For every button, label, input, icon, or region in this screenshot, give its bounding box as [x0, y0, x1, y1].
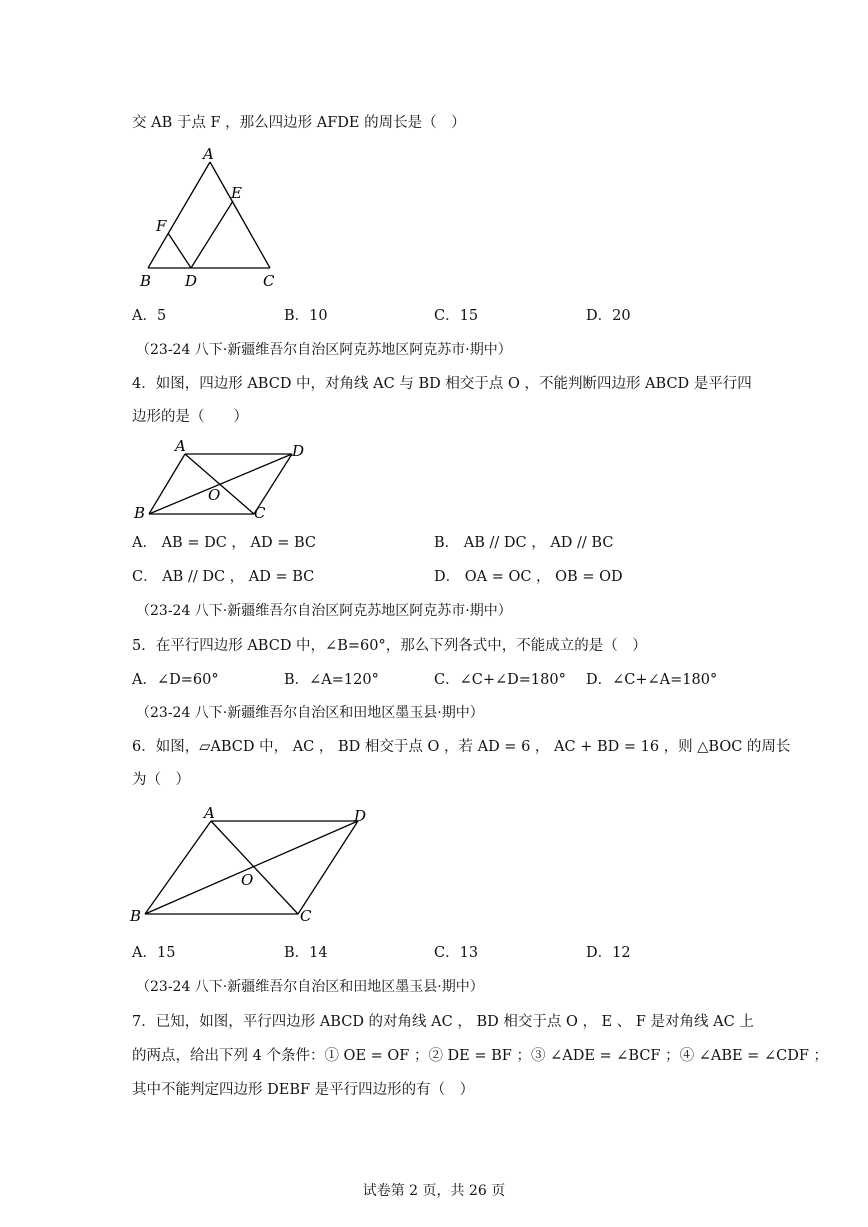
label-b: B — [140, 272, 152, 290]
label-b: B — [134, 504, 146, 522]
q6-stem-line1: 6．如图，▱ABCD 中， AC ， BD 相交于点 O ，若 AD = 6 ， AC + BD = 16 ，则 △BOC 的周长 — [132, 739, 791, 755]
q5-option-a: A．∠D=60° — [132, 672, 219, 688]
page-footer: 试卷第 2 页，共 26 页 — [362, 1183, 506, 1199]
q3-figure — [130, 140, 290, 299]
q5-source: （23-24 八下·新疆维吾尔自治区阿克苏地区阿克苏市·期中） — [136, 603, 512, 619]
label-b: B — [130, 907, 142, 925]
q3-option-c: C．15 — [434, 308, 479, 324]
q3-option-a: A．5 — [132, 308, 167, 324]
label-d: D — [292, 442, 305, 460]
q4-option-a: A． AB = DC ， AD = BC — [132, 535, 316, 551]
q6-figure — [128, 803, 378, 932]
q5-stem: 5．在平行四边形 ABCD 中，∠B=60°，那么下列各式中，不能成立的是（ ） — [132, 638, 647, 654]
label-c: C — [300, 907, 312, 925]
q4-figure — [130, 436, 320, 528]
label-d: D — [354, 807, 367, 825]
q4-stem-line1: 4．如图，四边形 ABCD 中，对角线 AC 与 BD 相交于点 O ，不能判断四边形 ABCD 是平行四 — [132, 376, 752, 392]
label-e: E — [231, 184, 242, 202]
q4-option-b: B． AB // DC ， AD // BC — [434, 535, 614, 551]
q4-option-d: D． OA = OC ， OB = OD — [434, 569, 623, 585]
q5-option-d: D．∠C+∠A=180° — [586, 672, 718, 688]
label-o: O — [208, 486, 221, 504]
q7-stem-line3: 其中不能判定四边形 DEBF 是平行四边形的有（ ） — [132, 1082, 475, 1098]
q7-stem-line1: 7．已知，如图，平行四边形 ABCD 的对角线 AC ， BD 相交于点 O ， E 、 F 是对角线 AC 上 — [132, 1014, 754, 1030]
label-a: A — [175, 437, 186, 455]
q5-option-c: C．∠C+∠D=180° — [434, 672, 566, 688]
q3-stem-tail: 交 AB 于点 F ，那么四边形 AFDE 的周长是（ ） — [132, 115, 466, 131]
label-a: A — [204, 804, 215, 822]
label-o: O — [241, 871, 254, 889]
q6-option-a: A．15 — [132, 945, 176, 961]
q7-source: （23-24 八下·新疆维吾尔自治区和田地区墨玉县·期中） — [136, 979, 484, 995]
label-c: C — [263, 272, 275, 290]
label-a: A — [203, 145, 214, 163]
q6-option-c: C．13 — [434, 945, 479, 961]
q6-stem-line2: 为（ ） — [132, 772, 190, 788]
q6-option-d: D．12 — [586, 945, 631, 961]
label-d: D — [185, 272, 198, 290]
label-c: C — [254, 504, 266, 522]
q5-option-b: B．∠A=120° — [284, 672, 379, 688]
q3-option-d: D．20 — [586, 308, 631, 324]
q7-stem-line2: 的两点，给出下列 4 个条件：① OE = OF ；② DE = BF ；③ ∠ADE = ∠BCF ；④ ∠ABE = ∠CDF ； — [132, 1048, 828, 1064]
label-f: F — [156, 217, 167, 235]
q3-option-b: B．10 — [284, 308, 328, 324]
q6-option-b: B．14 — [284, 945, 328, 961]
q6-source: （23-24 八下·新疆维吾尔自治区和田地区墨玉县·期中） — [136, 705, 484, 721]
q4-source: （23-24 八下·新疆维吾尔自治区阿克苏地区阿克苏市·期中） — [136, 342, 512, 358]
q4-option-c: C． AB // DC ， AD = BC — [132, 569, 315, 585]
q4-stem-line2: 边形的是（ ） — [132, 409, 248, 425]
